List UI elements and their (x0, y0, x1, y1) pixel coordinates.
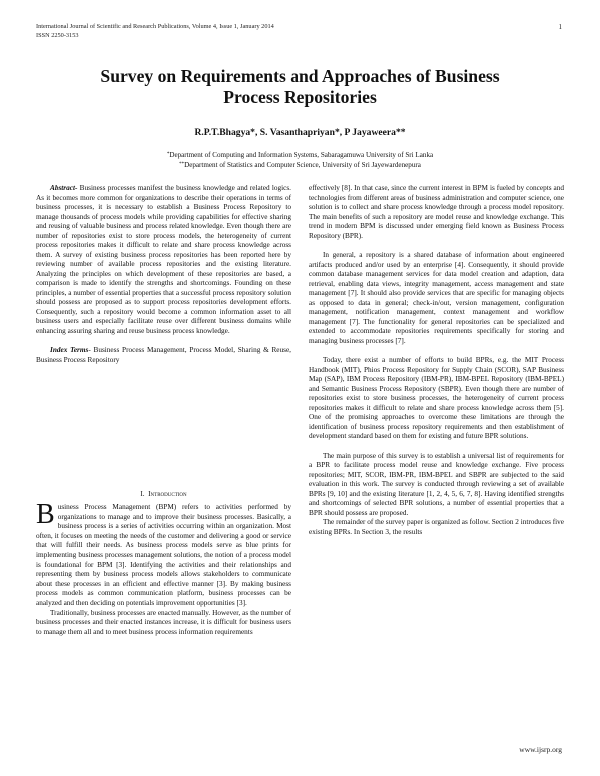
title-line-1: Survey on Requirements and Approaches of Business (100, 66, 500, 86)
running-header (36, 23, 274, 40)
authors: R.P.T.Bhagya*, S. Vasanthapriyan*, P Jayaweera** (194, 127, 406, 138)
footer-url: www.ijsrp.org (519, 745, 562, 754)
affiliation-1-text: Department of Computing and Information Systems, Sabaragamuwa University of Sri Lanka (169, 151, 434, 159)
title-line-2: Process Repositories (223, 87, 377, 107)
right-paragraph-1: effectively [8]. In that case, since the current interest in BPM is fueled by concepts and technologies from different areas of business administration and computer science, one solution is to collect and share process knowledge through a process model repository. The main benefits of such a repository are model reuse and knowledge exchange. This trend in modern BPM is discussed under emerging field known as Business Process Repository (BPR). (309, 184, 564, 240)
left-column (36, 184, 291, 365)
section-heading-introduction (36, 490, 291, 498)
abstract-text: Business processes manifest the business knowledge and related logics. As it becomes more common for organizations to describe their operations in terms of business processes, it is necessary to establish a Business Process Repository to manage thousands of process models while providing capabilities for effective sharing and reusing of valuable business and process related knowledge. Even though there are number of repositories exist to store process models, the heterogeneity of current process repositories makes it difficult to relate and share process knowledge across them. A survey of existing business process repositories has been reported here by reviewing number of available process repositories and the existing literature. Analyzing the principles on which development of these repositories are based, a comparison is made to identify the strengths and shortcomings. Founding on these principles, a number of essential properties that a successful process repository solution should possess are proposed as to support process repositories development efforts. Consequently, such a repository would become a common information asset to all business users and especially facilitate reuse over different business domains while enhancing assuring sharing and reuse business process knowledge. (36, 184, 291, 335)
right-paragraph-2: In general, a repository is a shared database of information about engineered artifacts produced and/or used by an enterprise [4]. Consequently, it should provide common database management services for data model creation and adaption, data retrieval, enabling data views, integrity management, access management and state management [7]. It should also provide services that are specific for managing objects as opposed to data in general; check-in/out, version management, configuration management, notification management, context management and workflow management [7]. The functionality for general repositories can be specialized and extended to accommodate repositories requirements specifically for storing and managing business processes [7]. (309, 251, 564, 345)
section-numeral: I. (140, 490, 145, 498)
abstract-paragraph (36, 184, 291, 336)
right-paragraph-3: Today, there exist a number of efforts to build BPRs, e.g. the MIT Process Handbook (MIT), Phios Process Repository for Supply Chain (SCOR), SAP Business Map (SAP), IBM Process Repository (IBM-PR), IBM-BPEL Repository (IBM-BPEL) and Semantic Business Process Repository (SBPR). Even though there are number of repositories exist to store business processes, the heterogeneity of current process repositories makes it difficult to relate and share process knowledge across them [5]. One of the promising approaches to overcome these limitations are through the identification of business process repository requirements and then establishment of development standard based on them for existing and future BPR solutions. (309, 356, 564, 440)
index-terms-label: Index Terms (50, 346, 89, 354)
affiliation-2-mark: ** (179, 162, 185, 167)
issn: ISSN 2250-3153 (36, 31, 79, 39)
affiliation-1-mark: * (166, 152, 170, 157)
drop-cap: B (36, 499, 55, 530)
intro-paragraph-1-text: usiness Process Management (BPM) refers to activities performed by organizations to manage and to improve their business processes. Basically, a business process is a series of activities occurring within an organization. Most often, it focuses on meeting the needs of the customer and delivering a good or service that will fulfill their needs. As business process models serve as blue prints for implementing business processes management solutions, the notion of a process model is foundational for BPM [3]. Identifying the activities and their relationships and representing them by business process models allows stakeholders to communicate about these processes in an efficient and effective manner [3]. By making business process models as common communication platform, business processes can be analyzed and then deciding on potentials improvement opportunities [3]. (36, 503, 291, 607)
right-paragraph-4: The main purpose of this survey is to establish a universal list of requirements for a BPR to facilitate process model reuse and knowledge exchange. Five process repositories; MIT, SCOR, IBM-PR, IBM-BPEL and SBPR are subjected to the said evaluation in this work. The survey is conducted through reviewing a set of available BPRs [9, 10] and the existing literature [1, 2, 4, 5, 6, 7, 8]. Having identified strengths and shortcomings of selected BPR solutions, a number of essential properties that a BPR should possess are proposed. (309, 451, 564, 517)
right-column (309, 184, 564, 537)
abstract-label: Abstract- (50, 184, 78, 192)
intro-paragraph-1 (36, 499, 291, 609)
page-number: 1 (558, 23, 562, 31)
affiliation-2 (40, 161, 560, 170)
affiliation-2-text: Department of Statistics and Computer Science, University of Sri Jayewardenepura (184, 161, 421, 169)
section-title: Introduction (148, 490, 187, 498)
paper-title (40, 66, 560, 108)
intro-paragraph-2: Traditionally, business processes are enacted manually. However, as the number of business processes and their enacted instances increase, it is difficult for business users to manage them all and to meet business process information requirements (36, 608, 291, 636)
affiliation-1 (40, 151, 560, 160)
introduction-body (36, 499, 291, 637)
right-paragraph-5: The remainder of the survey paper is organized as follow. Section 2 introduces five existing BPRs. In Section 3, the results (309, 518, 564, 536)
index-terms-text: - Business Process Management, Process Model, Sharing & Reuse, Business Process Repository (36, 346, 291, 364)
index-terms-paragraph (36, 346, 291, 365)
journal-line: International Journal of Scientific and Research Publications, Volume 4, Issue 1, January 2014 (36, 23, 274, 30)
